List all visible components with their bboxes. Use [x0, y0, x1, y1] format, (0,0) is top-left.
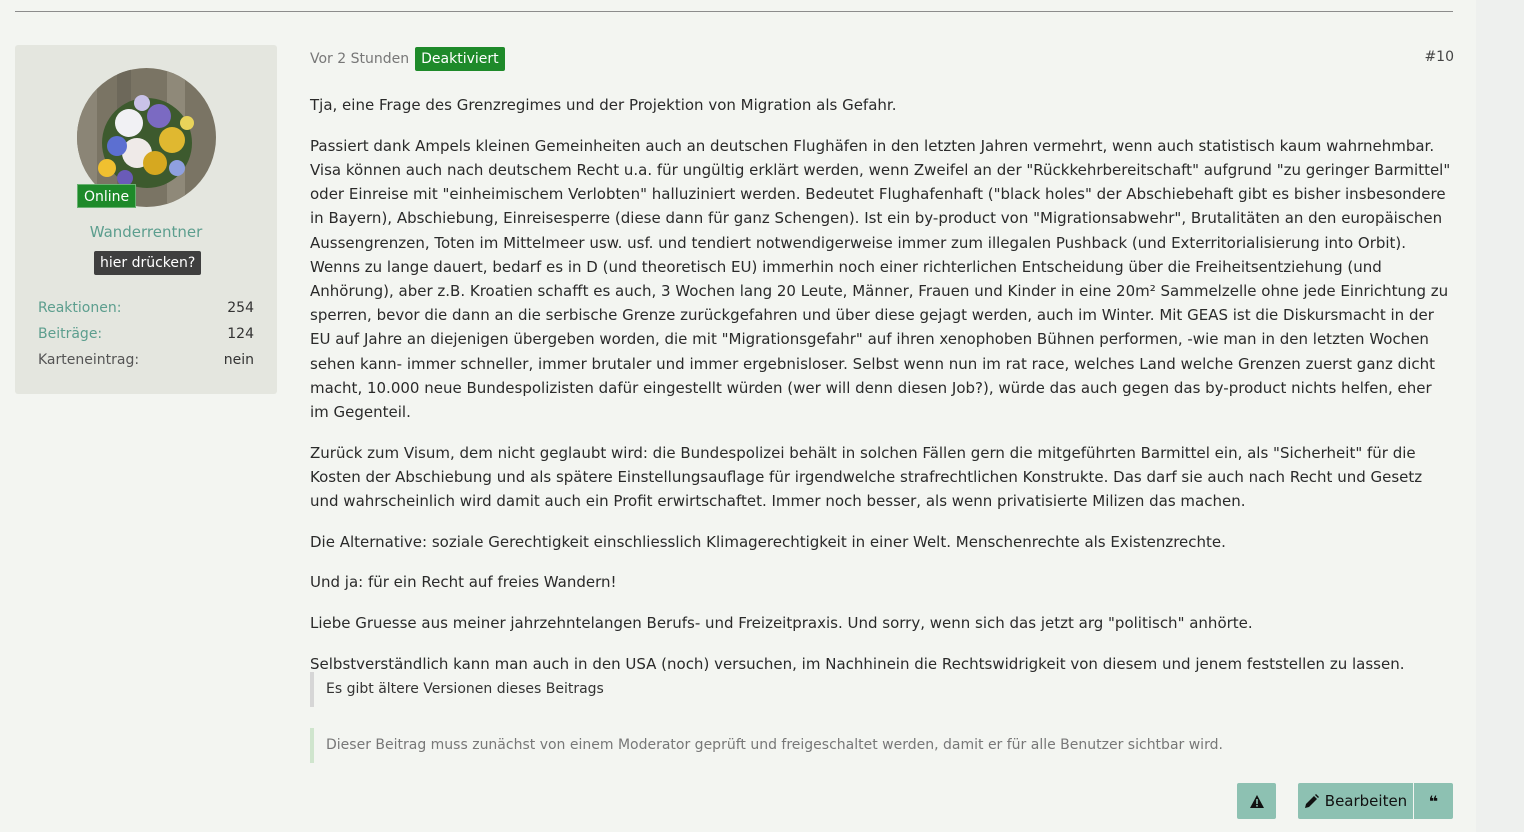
post-paragraph: Tja, eine Frage des Grenzregimes und der Projektion von Migration als Gefahr. — [310, 96, 897, 114]
user-card — [15, 45, 277, 394]
online-status-badge: Online — [77, 184, 136, 208]
post-number-link[interactable]: #10 — [1424, 49, 1454, 65]
stat-label-posts[interactable]: Beiträge: — [38, 326, 103, 342]
username-link[interactable]: Wanderrentner — [89, 223, 203, 241]
stat-label-map-entry: Karteneintrag: — [38, 352, 140, 368]
warning-icon — [1250, 795, 1264, 808]
post-paragraph: Passiert dank Ampels kleinen Gemeinheiten auch an deutschen Flughäfen in den letzten Jahren vermehrt, wenn auch statistisch kaum wahrnehmbar. Visa können auch nach deutschem Recht u.a. für ungültig erklärt werden, wenn Zweifel an der "Rückkehrbereitschaft" aufgrund "zu geringer Barmittel" oder Einreise mit "einheimischem Verlobten" halluziniert werden. Bedeutet Flughafenhaft ("black holes" der Abschiebehaft gibt es bisher insbesondere in Bayern), Abschiebung, Einreisesperre (diese dann für ganz Schengen). Ist ein by-product von "Migrationsabwehr", Brutalitäten an den europäischen Aussengrenzen, Toten im Mittelmeer usw. usf. und tendiert notwendigerweise immer zum illegalen Pushback (und Exterritorialisierung into Orbit). Wenns zu lange dauert, bedarf es in D (und theoretisch EU) immerhin noch einer richterlichen Entscheidung über die Freiheitsentziehung (und Anhörung), aber z.B. Kroatien schafft es auch, 3 Wochen lang 20 Leute, Männer, Frauen und Kinder in eine 20m² Sammelzelle ohne jede Einrichtung zu sperren, bevor die dann an die serbische Grenze zurückgefahren und über diese gejagt werden, auch im Winter. Mit GEAS ist die Diskursmacht in der EU auf Jahre an diejenigen übergeben worden, die mit "Migrationsgefahr" auf ihren xenophoben Bühnen performen, -wie man in den letzten Wochen sehen kann- immer schneller, immer brutaler und immer ergebnisloser. Selbst wenn nun im rat race, welches Land welche Grenzen zuerst ganz dicht macht, 10.000 neue Bundespolizisten dafür eingestellt würden (wer will denn diesen Job?), würde das auch gegen das by-product nichts helfen, eher im Gegenteil. — [310, 136, 1451, 421]
post-meta — [310, 47, 505, 71]
press-button[interactable]: hier drücken? — [94, 251, 201, 275]
pencil-icon — [1304, 794, 1319, 809]
post-body — [310, 93, 1452, 693]
stat-row-posts — [38, 326, 254, 342]
post-paragraph: Die Alternative: soziale Gerechtigkeit einschliesslich Klimagerechtigkeit in einer Welt. Menschenrechte als Existenzrechte. — [310, 532, 1226, 551]
stat-value-reactions: 254 — [227, 300, 254, 316]
post-paragraph: Und ja: für ein Recht auf freies Wandern! — [310, 573, 617, 592]
stat-label-reactions[interactable]: Reaktionen: — [38, 300, 122, 316]
report-button[interactable] — [1237, 783, 1276, 819]
post-state-badge: Deaktiviert — [415, 47, 505, 71]
stat-value-map-entry: nein — [223, 352, 254, 368]
post-time[interactable]: Vor 2 Stunden — [310, 51, 410, 67]
edit-button-label: Bearbeiten — [1324, 792, 1408, 810]
edit-button[interactable] — [1298, 783, 1413, 819]
post-paragraph: Zurück zum Visum, dem nicht geglaubt wird: die Bundespolizei behält in solchen Fällen gern die mitgeführten Barmittel ein, als "Sicherheit" für die Kosten der Abschiebung und als spätere Einstellungsauflage für irgendwelche strafrechtlichen Konstrukte. Das darf sie auch nach Recht und Gesetz und wahrscheinlich wird damit auch ein Profit erwirtschaftet. Immer noch besser, als wenn privatisierte Milizen das machen. — [310, 443, 1423, 511]
stat-value-posts: 124 — [227, 326, 254, 342]
moderation-notice: Dieser Beitrag muss zunächst von einem Moderator geprüft und freigeschaltet werden, damit er für alle Benutzer sichtbar wird. — [310, 728, 1453, 763]
stat-row-reactions — [38, 300, 254, 316]
quote-button[interactable] — [1414, 783, 1453, 819]
post-paragraph: Liebe Gruesse aus meiner jahrzehntelangen Berufs- und Freizeitpraxis. Und sorry, wenn sich das jetzt arg "politisch" anhörte. — [310, 614, 1253, 633]
right-scroll-strip — [1476, 0, 1524, 832]
stat-row-map-entry — [38, 352, 254, 368]
post-paragraph: Selbstverständlich kann man auch in den USA (noch) versuchen, im Nachhinein die Rechtswidrigkeit von diesem und jenem feststellen zu lassen. — [310, 654, 1405, 673]
quote-icon: ❝ — [1428, 791, 1439, 811]
older-versions-notice[interactable]: Es gibt ältere Versionen dieses Beitrags — [310, 672, 1453, 707]
divider — [15, 11, 1453, 12]
